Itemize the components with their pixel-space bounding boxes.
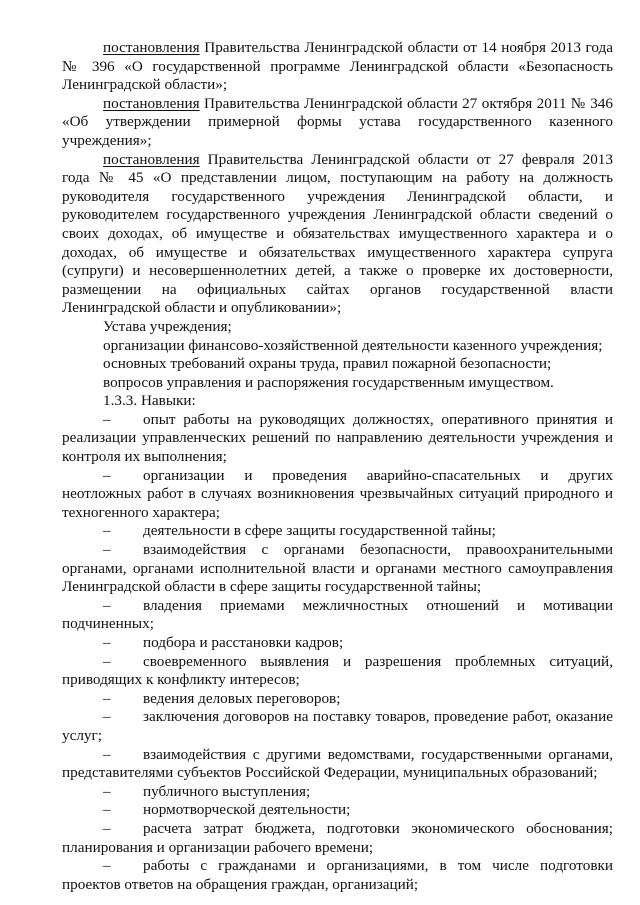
skill-item [62, 820, 613, 857]
skill-item [62, 801, 613, 820]
skill-item [62, 708, 613, 745]
decree-link[interactable]: постановления [103, 150, 200, 168]
dash-marker: – [103, 541, 111, 559]
skill-text: работы с гражданами и организациями, в том числе подготовки проектов ответов на обращения граждан, организаций; [62, 857, 613, 893]
skill-item [62, 522, 613, 541]
skill-item [62, 541, 613, 597]
dash-marker: – [103, 819, 111, 837]
dash-marker: – [103, 596, 111, 614]
section-heading-skills: 1.3.3. Навыки: [103, 392, 196, 410]
knowledge-item: основных требований охраны труда, правил пожарной безопасности; [103, 355, 552, 373]
skill-item [62, 783, 613, 802]
dash-marker: – [103, 708, 111, 726]
knowledge-item: Устава учреждения; [103, 317, 232, 335]
skill-item [62, 653, 613, 690]
skill-text: опыт работы на руководящих должностях, оперативного принятия и реализации управленческих решений по направлению деятельности учреждения и контроля их выполнения; [62, 410, 613, 466]
dash-marker: – [103, 652, 111, 670]
paragraph-decree-346 [62, 95, 613, 151]
paragraph-text: Правительства Ленинградской области 27 октября 2011 № 346 «Об утверждении примерной формы устава государственного казенного учреждения»; [62, 94, 613, 149]
skill-text: заключения договоров на поставку товаров, проведение работ, оказание услуг; [62, 708, 613, 744]
dash-marker: – [103, 782, 111, 800]
dash-marker: – [103, 857, 111, 875]
skill-text: своевременного выявления и разрешения проблемных ситуаций, приводящих к конфликту интересов; [62, 652, 613, 689]
skill-text: подбора и расстановки кадров; [143, 634, 344, 651]
dash-marker: – [103, 466, 111, 484]
skill-item [62, 597, 613, 634]
skill-text: расчета затрат бюджета, подготовки экономического обоснования; планирования и организации рабочего времени; [62, 819, 613, 856]
skill-item [62, 411, 613, 467]
dash-marker: – [103, 745, 111, 763]
skill-item [62, 634, 613, 653]
skill-text: деятельности в сфере защиты государственной тайны; [143, 522, 496, 540]
paragraph-text: Правительства Ленинградской области от 14 ноября 2013 года № 396 «О государственной программе Ленинградской области «Безопасность Ленинградской области»; [62, 39, 613, 94]
skill-item [62, 467, 613, 523]
paragraph-decree-396 [62, 39, 613, 95]
skill-item [62, 857, 613, 894]
dash-marker: – [103, 522, 111, 540]
skill-text: публичного выступления; [143, 782, 311, 800]
paragraph-decree-45 [62, 151, 613, 318]
dash-marker: – [103, 689, 111, 707]
skill-item [62, 690, 613, 709]
skill-item [62, 746, 613, 783]
skill-text: взаимодействия с другими ведомствами, государственными органами, представителями субъектов Российской Федерации, муниципальных образований; [62, 745, 613, 782]
knowledge-item: вопросов управления и распоряжения государственным имуществом. [103, 373, 554, 391]
skill-text: организации и проведения аварийно-спасательных и других неотложных работ в случаях возникновения чрезвычайных ситуаций природного и техногенного характера; [62, 466, 613, 521]
skill-text: взаимодействия с органами безопасности, правоохранительными органами, органами исполнительной власти и органами местного самоуправления Ленинградской области в сфере защиты государственной тайны; [62, 541, 613, 596]
decree-link[interactable]: постановления [103, 39, 200, 56]
dash-marker: – [103, 634, 111, 651]
knowledge-item: организации финансово-хозяйственной деятельности казенного учреждения; [103, 336, 603, 354]
dash-marker: – [103, 801, 111, 819]
skill-text: нормотворческой деятельности; [143, 801, 351, 819]
paragraph-text: Правительства Ленинградской области от 27 февраля 2013 года № 45 «О представлении лицом, поступающим на работу на должность руководителя государственного учреждения Ленинградской области, и руководителем государственного учреждения Ленинградской области сведений о своих доходах, об имуществе и обязательствах имущественного характера и о доходах, об имуществе и обязательствах имущественного характера супруга (супруги) и несовершеннолетних детей, а также о проверке их достоверности, размещении на официальных сайтах органов государственной власти Ленинградской области и опубликовании»; [62, 150, 613, 317]
skill-text: владения приемами межличностных отношений и мотивации подчиненных; [62, 596, 613, 633]
dash-marker: – [103, 410, 111, 428]
skill-text: ведения деловых переговоров; [143, 689, 341, 707]
decree-link[interactable]: постановления [103, 94, 200, 112]
